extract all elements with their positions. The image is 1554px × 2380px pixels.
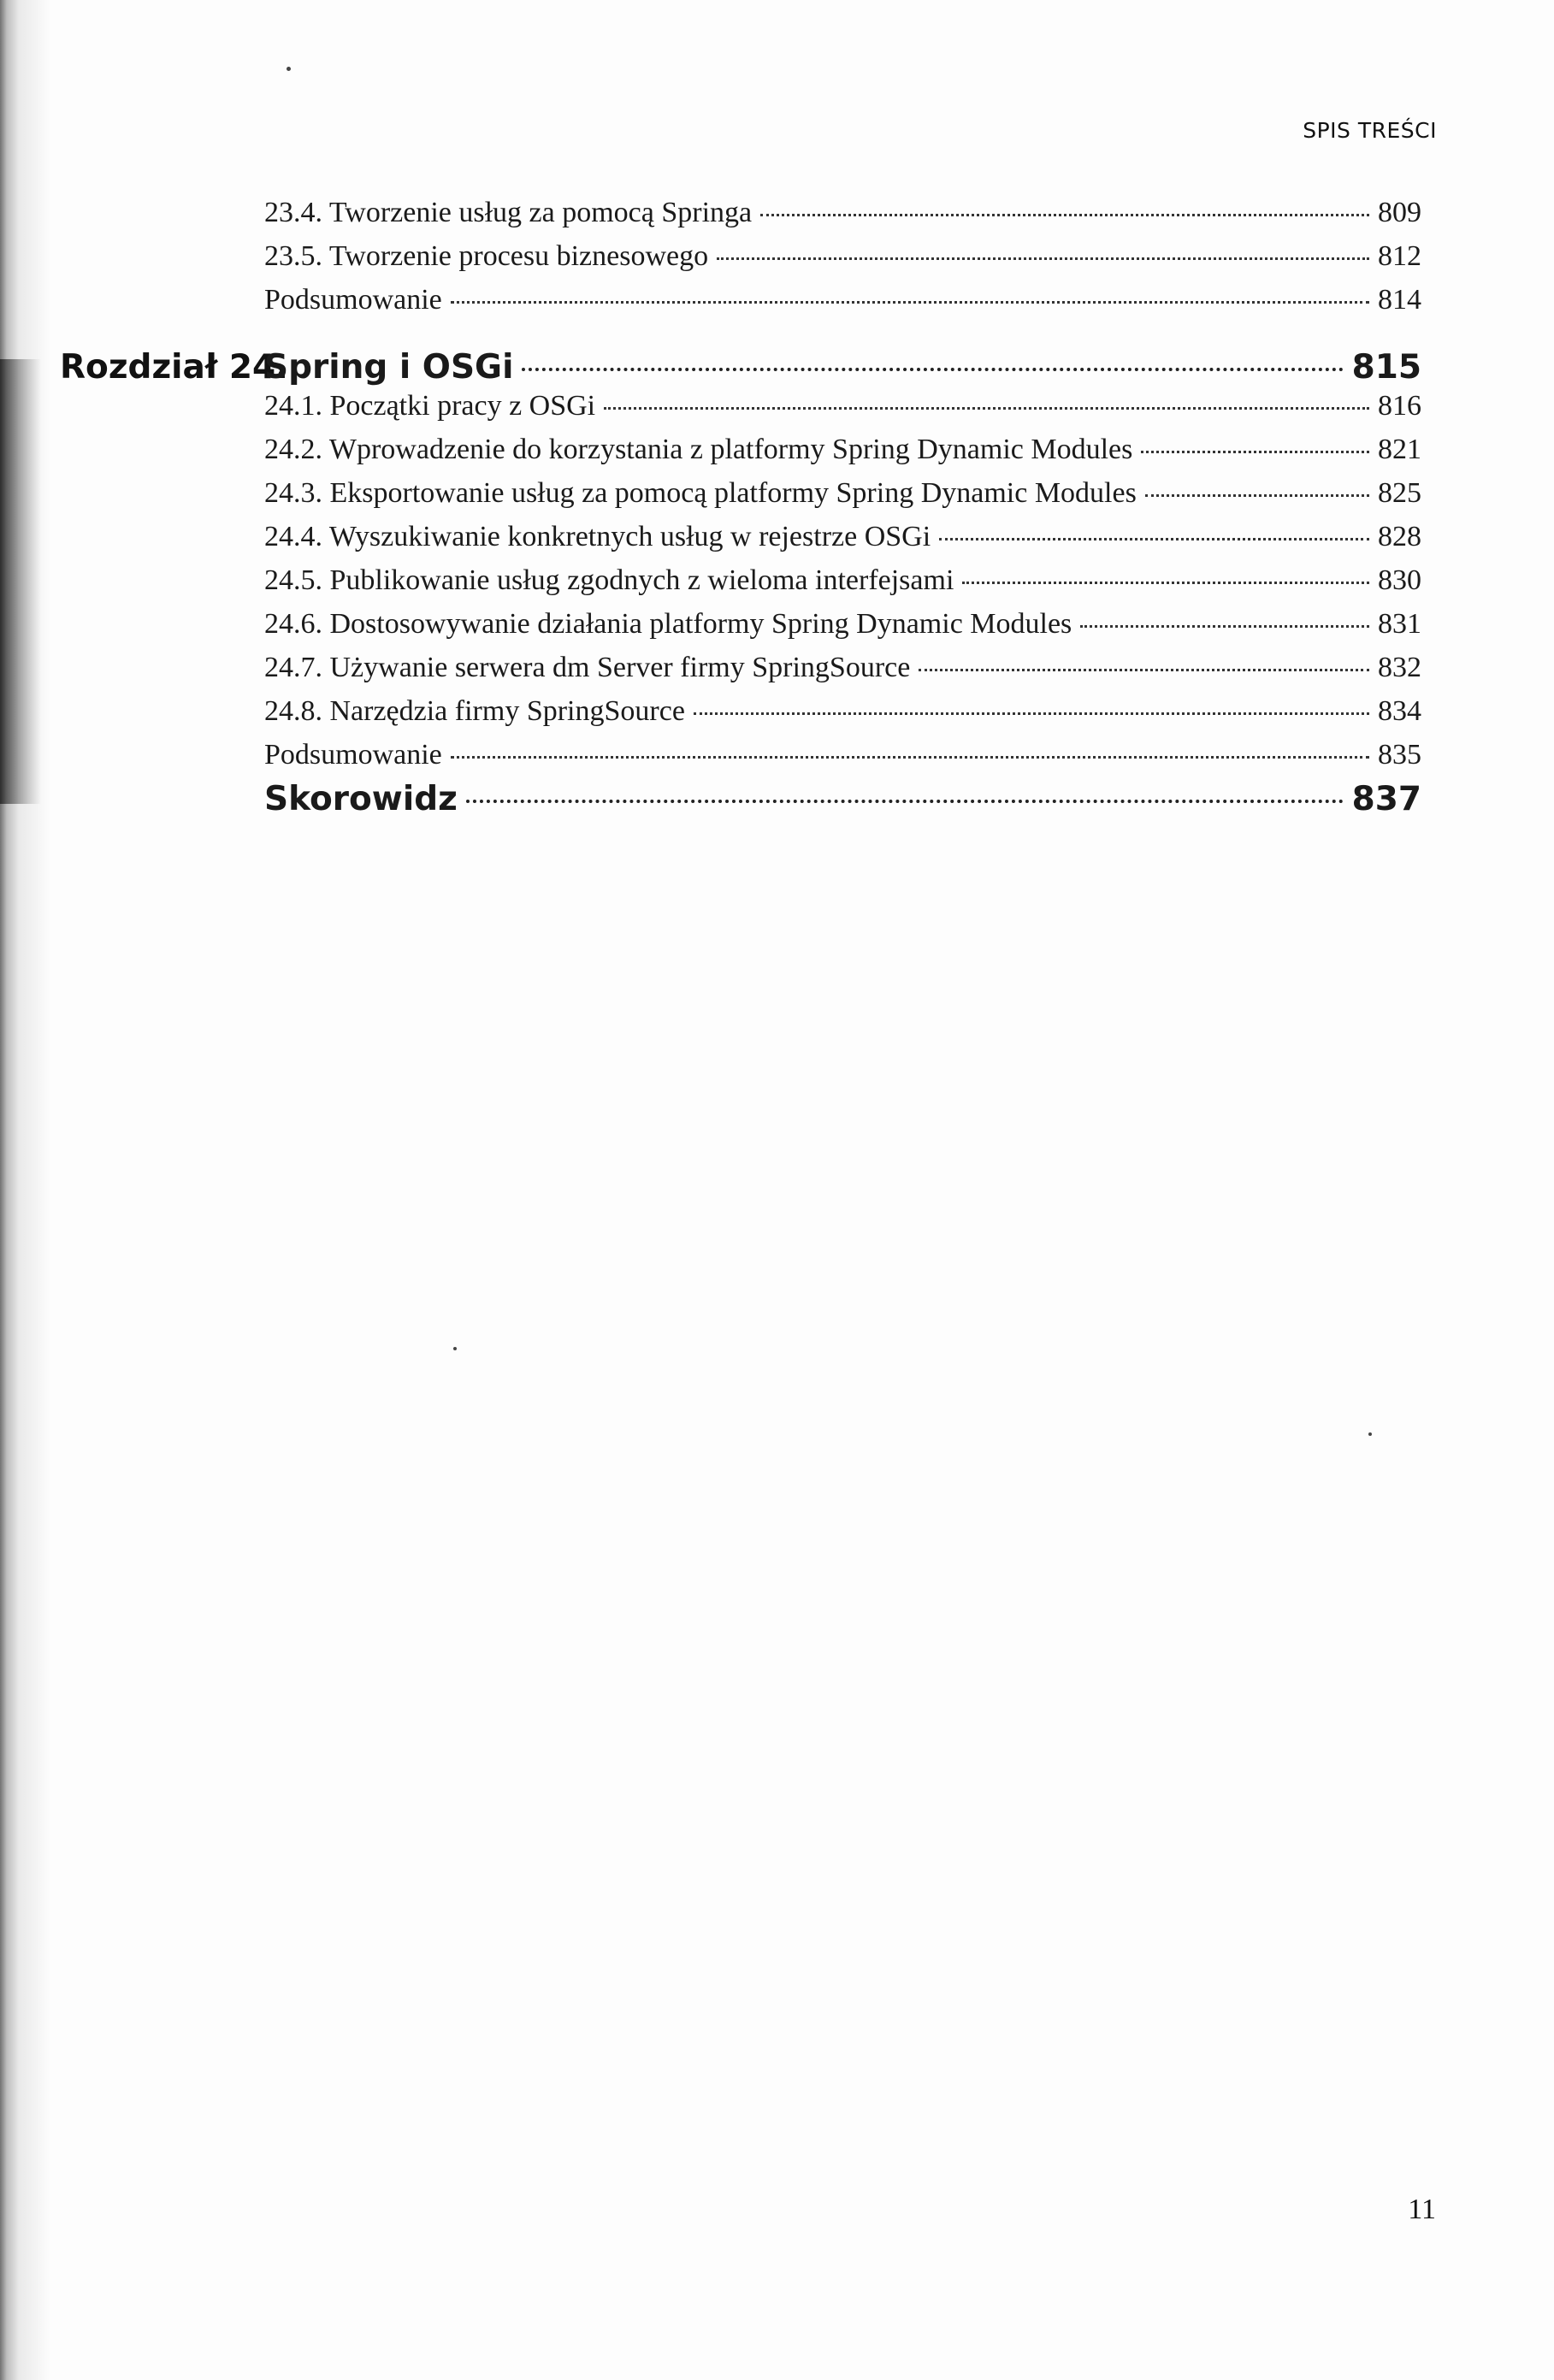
toc-entry[interactable]: [264, 240, 1421, 273]
toc-chapter-title: Spring i OSGi: [264, 348, 514, 387]
toc-entry[interactable]: [264, 695, 1421, 728]
dot-leader: [939, 538, 1369, 540]
toc-entry-title: 23.5. Tworzenie procesu biznesowego: [264, 240, 709, 272]
page-number: 11: [1408, 2194, 1436, 2225]
toc-entry-page: 832: [1378, 652, 1421, 683]
dot-leader: [522, 368, 1343, 371]
dot-leader: [717, 257, 1369, 260]
toc-entry-title: 24.6. Dostosowywanie działania platformy Spring Dynamic Modules: [264, 608, 1072, 640]
toc-entry-page: 828: [1378, 521, 1421, 552]
dot-leader: [1141, 451, 1369, 453]
toc-entry-title: 24.4. Wyszukiwanie konkretnych usług w rejestrze OSGi: [264, 521, 931, 552]
toc-entry[interactable]: [264, 564, 1421, 597]
toc-index-entry[interactable]: [264, 780, 1421, 818]
scan-speck: [453, 1347, 457, 1350]
toc-entry-page: 821: [1378, 434, 1421, 465]
toc-entry-title: 24.2. Wprowadzenie do korzystania z platformy Spring Dynamic Modules: [264, 434, 1133, 465]
dot-leader: [466, 800, 1344, 803]
toc-entry[interactable]: [264, 652, 1421, 684]
toc-entry-page: 816: [1378, 390, 1421, 422]
toc-entry[interactable]: [264, 390, 1421, 422]
toc-entry-page: 831: [1378, 608, 1421, 640]
toc-entry[interactable]: [264, 521, 1421, 553]
toc-entry[interactable]: [264, 284, 1421, 316]
binding-shadow: [0, 0, 51, 2380]
toc-entry[interactable]: [264, 197, 1421, 229]
toc-index-title: Skorowidz: [264, 780, 458, 818]
dot-leader: [1080, 625, 1369, 628]
toc-entry-title: 23.4. Tworzenie usług za pomocą Springa: [264, 197, 753, 228]
scan-speck: [287, 67, 291, 71]
toc-entry-title: Podsumowanie: [264, 284, 442, 316]
toc-entry[interactable]: [264, 477, 1421, 510]
dot-leader: [604, 407, 1369, 410]
toc-entry-page: 834: [1378, 695, 1421, 727]
toc-entry-page: 830: [1378, 564, 1421, 596]
toc-entry-title: 24.8. Narzędzia firmy SpringSource: [264, 695, 685, 727]
toc-entry-title: Podsumowanie: [264, 739, 442, 771]
toc-entry-page: 812: [1378, 240, 1421, 272]
scan-speck: [1368, 1432, 1372, 1436]
toc-entry-page: 814: [1378, 284, 1421, 316]
dot-leader: [1145, 494, 1369, 497]
toc-entry-title: 24.3. Eksportowanie usług za pomocą platformy Spring Dynamic Modules: [264, 477, 1137, 509]
toc-chapter-entry[interactable]: [264, 348, 1421, 387]
running-header: SPIS TREŚCI: [1303, 118, 1437, 143]
toc-entry-title: 24.1. Początki pracy z OSGi: [264, 390, 596, 422]
binding-shadow-dark: [0, 359, 41, 804]
dot-leader: [760, 214, 1369, 216]
toc-index-page: 837: [1351, 780, 1421, 818]
toc-entry[interactable]: [264, 608, 1421, 641]
chapter-label: Rozdział 24.: [60, 348, 288, 387]
toc-entry[interactable]: [264, 739, 1421, 771]
toc-entry-page: 825: [1378, 477, 1421, 509]
dot-leader: [919, 669, 1369, 671]
dot-leader: [451, 301, 1369, 304]
toc-entry-page: 835: [1378, 739, 1421, 771]
toc-chapter-page: 815: [1351, 348, 1421, 387]
toc-entry-title: 24.7. Używanie serwera dm Server firmy SpringSource: [264, 652, 911, 683]
dot-leader: [962, 582, 1369, 584]
toc-entry[interactable]: [264, 434, 1421, 466]
toc-entry-page: 809: [1378, 197, 1421, 228]
dot-leader: [451, 756, 1369, 759]
toc-entry-title: 24.5. Publikowanie usług zgodnych z wieloma interfejsami: [264, 564, 954, 596]
dot-leader: [694, 712, 1369, 715]
